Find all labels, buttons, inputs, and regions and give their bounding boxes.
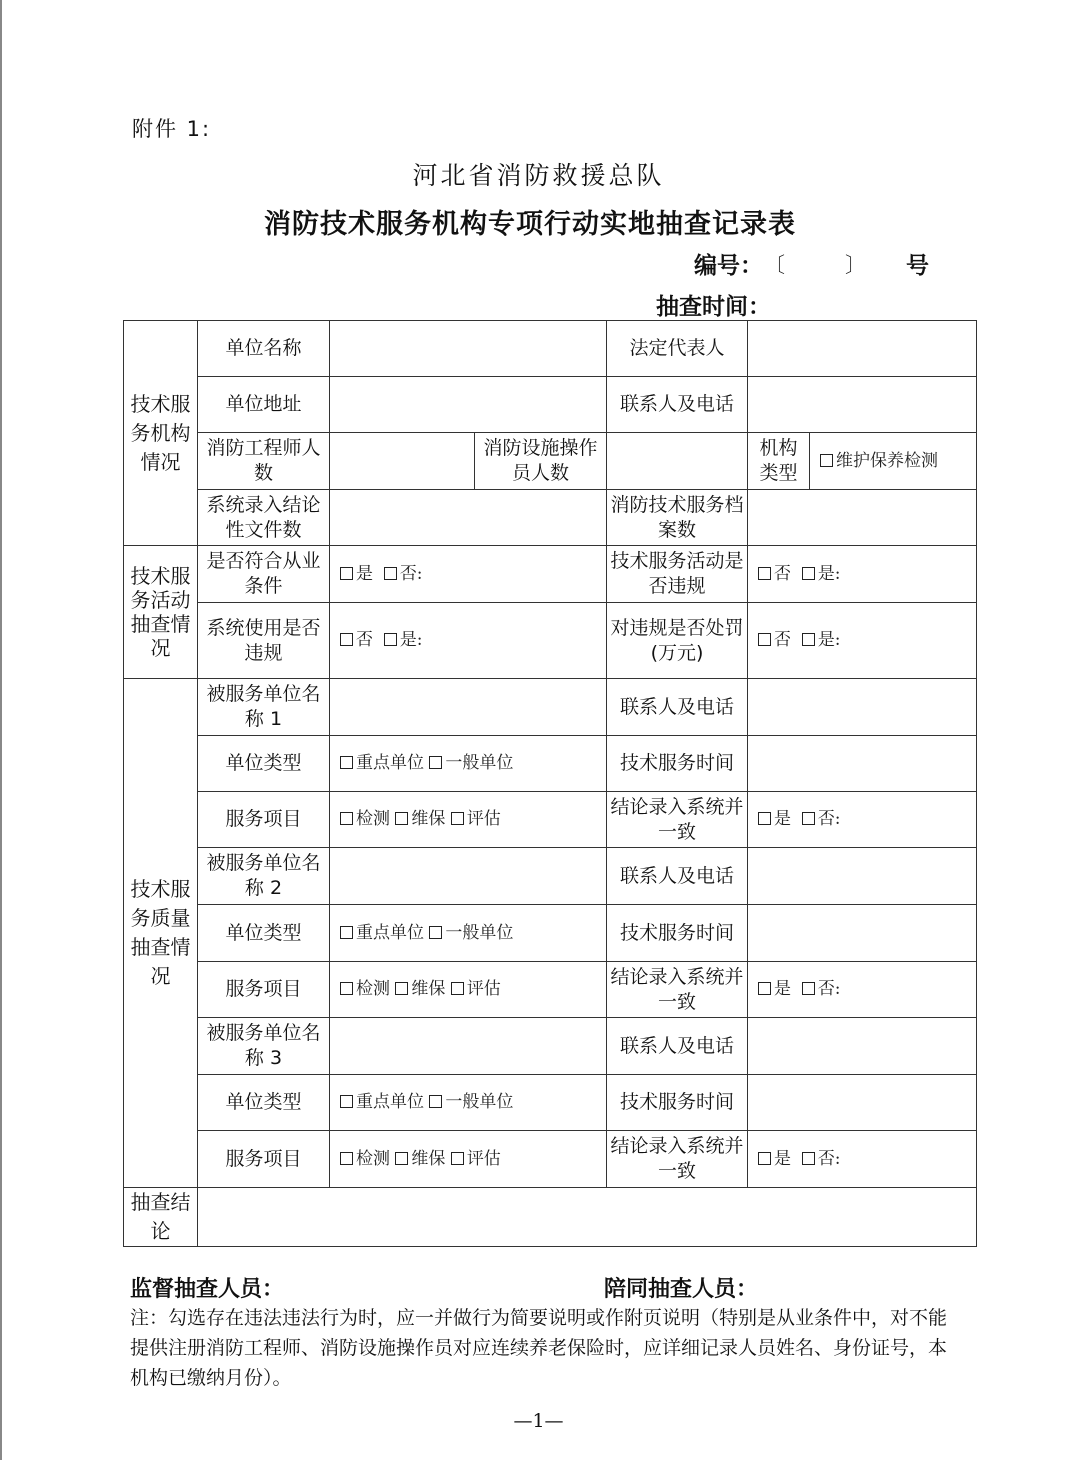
- label-unit-type-3: 单位类型: [198, 1075, 330, 1131]
- label-service-items-2: 服务项目: [198, 962, 330, 1018]
- number-label: 编号：: [694, 253, 763, 279]
- field-conclusion[interactable]: [198, 1188, 977, 1247]
- checkbox-no[interactable]: [758, 567, 771, 580]
- row-unit-type-3: [124, 1075, 977, 1131]
- option-maintain-label: 维保: [411, 1148, 446, 1169]
- option-key-unit-label: 重点单位: [356, 1092, 424, 1112]
- option-service-items-1: [330, 792, 607, 848]
- option-unit-type-1: [330, 736, 607, 792]
- field-service-time-3[interactable]: [748, 1075, 977, 1131]
- row-service-items-3: [124, 1131, 977, 1188]
- checkbox-yes[interactable]: [758, 982, 771, 995]
- checkbox-no[interactable]: [758, 633, 771, 646]
- label-penalty: 对违规是否处罚(万元): [607, 603, 748, 679]
- checkbox-yes[interactable]: [802, 633, 815, 646]
- checkbox-assess[interactable]: [451, 812, 464, 825]
- inspection-time-label: 抽查时间：: [656, 294, 771, 320]
- option-yes-label: 是:: [817, 630, 841, 650]
- option-service-items-2: [330, 962, 607, 1018]
- option-system-violation: [330, 603, 607, 679]
- row-system-violation: [124, 603, 977, 679]
- option-conclusion-consistent-2: [748, 962, 977, 1018]
- label-service-time-1: 技术服务时间: [607, 736, 748, 792]
- label-unit-type-2: 单位类型: [198, 905, 330, 962]
- checkbox-no[interactable]: [802, 982, 815, 995]
- checkbox-maintain[interactable]: [395, 812, 408, 825]
- label-service-time-3: 技术服务时间: [607, 1075, 748, 1131]
- label-conclusion-consistent-2: 结论录入系统并一致: [607, 962, 748, 1018]
- label-service-items-3: 服务项目: [198, 1131, 330, 1188]
- option-yes-label: 是:: [817, 563, 841, 584]
- checkbox-yes[interactable]: [384, 633, 397, 646]
- label-served-unit-1: 被服务单位名称 1: [198, 679, 330, 736]
- option-general-unit-label: 一般单位: [445, 753, 514, 773]
- row-unit-address: [124, 377, 977, 433]
- label-unit-name: 单位名称: [198, 321, 330, 377]
- label-engineer-count: 消防工程师人数: [198, 433, 330, 490]
- checkbox-assess[interactable]: [451, 1152, 464, 1165]
- option-service-items-3: [330, 1131, 607, 1188]
- checkbox-general-unit[interactable]: [429, 926, 442, 939]
- label-unit-address: 单位地址: [198, 377, 330, 433]
- option-yes-label: 是: [774, 979, 791, 999]
- checkbox-key-unit[interactable]: [340, 1095, 353, 1108]
- label-contact: 联系人及电话: [607, 377, 748, 433]
- companion-label: 陪同抽查人员：: [604, 1277, 759, 1302]
- field-operator-count[interactable]: [607, 433, 748, 490]
- option-yes-label: 是:: [399, 630, 423, 650]
- checkbox-detect[interactable]: [340, 812, 353, 825]
- field-archive-count[interactable]: [748, 490, 977, 546]
- page-number: —1—: [513, 1410, 564, 1432]
- field-served-unit-3[interactable]: [330, 1018, 607, 1075]
- option-maintain-label: 维保: [411, 809, 446, 829]
- label-doc-count: 系统录入结论性文件数: [198, 490, 330, 546]
- checkbox-yes[interactable]: [758, 1152, 771, 1165]
- option-yes-label: 是: [774, 809, 791, 829]
- checkbox-no[interactable]: [384, 567, 397, 580]
- row-unit-type-1: [124, 736, 977, 792]
- section-quality: 技术服务质量抽查情况: [124, 679, 198, 1188]
- option-conclusion-consistent-1: [748, 792, 977, 848]
- label-service-time-2: 技术服务时间: [607, 905, 748, 962]
- field-service-time-2[interactable]: [748, 905, 977, 962]
- checkbox-maintain[interactable]: [395, 1152, 408, 1165]
- field-contact-2[interactable]: [748, 848, 977, 905]
- field-served-unit-1[interactable]: [330, 679, 607, 736]
- label-contact-3: 联系人及电话: [607, 1018, 748, 1075]
- checkbox-yes[interactable]: [802, 567, 815, 580]
- label-unit-type-1: 单位类型: [198, 736, 330, 792]
- label-contact-1: 联系人及电话: [607, 679, 748, 736]
- option-org-type: [810, 433, 977, 490]
- option-no-label: 否:: [817, 979, 841, 999]
- option-detect-label: 检测: [356, 809, 390, 829]
- option-no-label: 否: [774, 630, 791, 650]
- option-maintain-label: 维保: [411, 979, 446, 999]
- row-unit-name: [124, 321, 977, 377]
- option-conclusion-consistent-3: [748, 1131, 977, 1188]
- organization-name: 河北省消防救援总队: [412, 161, 665, 190]
- option-detect-label: 检测: [356, 1148, 390, 1169]
- field-contact[interactable]: [748, 377, 977, 433]
- field-contact-3[interactable]: [748, 1018, 977, 1075]
- option-yes-label: 是: [356, 563, 373, 584]
- checkbox-maintenance[interactable]: [820, 454, 833, 467]
- field-served-unit-2[interactable]: [330, 848, 607, 905]
- option-unit-type-3: [330, 1075, 607, 1131]
- field-legal-rep[interactable]: [748, 321, 977, 377]
- option-assess-label: 评估: [466, 979, 501, 999]
- row-served-unit-2: [124, 848, 977, 905]
- label-served-unit-2: 被服务单位名称 2: [198, 848, 330, 905]
- label-system-violation: 系统使用是否违规: [198, 603, 330, 679]
- row-conditions: [124, 546, 977, 603]
- checkbox-maintain[interactable]: [395, 982, 408, 995]
- option-assess-label: 评估: [466, 1148, 501, 1169]
- option-assess-label: 评估: [466, 809, 501, 829]
- checkbox-key-unit[interactable]: [340, 926, 353, 939]
- footnote: 注：勾选存在违法违法行为时，应一并做行为简要说明或作附页说明（特别是从业条件中，对不能提供注册消防工程师、消防设施操作员对应连续养老保险时，应详细记录人员姓名、身份证号，本机构已缴纳月份）。: [130, 1307, 948, 1389]
- option-general-unit-label: 一般单位: [445, 922, 514, 943]
- field-doc-count[interactable]: [330, 490, 607, 546]
- option-no-label: 否:: [817, 809, 841, 829]
- option-unit-type-2: [330, 905, 607, 962]
- checkbox-assess[interactable]: [451, 982, 464, 995]
- checkbox-detect[interactable]: [340, 982, 353, 995]
- option-no-label: 否: [356, 630, 373, 650]
- option-no-label: 否: [774, 563, 791, 584]
- row-staff-count: [124, 433, 977, 490]
- option-key-unit-label: 重点单位: [356, 753, 424, 773]
- option-maintenance-label: 维护保养检测: [836, 450, 938, 471]
- option-no-label: 否:: [817, 1148, 841, 1169]
- label-contact-2: 联系人及电话: [607, 848, 748, 905]
- attachment-label: 附件 1:: [132, 117, 212, 141]
- row-served-unit-3: [124, 1018, 977, 1075]
- row-service-items-2: [124, 962, 977, 1018]
- option-yes-label: 是: [774, 1148, 791, 1169]
- row-service-items-1: [124, 792, 977, 848]
- row-served-unit-1: [124, 679, 977, 736]
- checkbox-general-unit[interactable]: [429, 756, 442, 769]
- field-service-time-1[interactable]: [748, 736, 977, 792]
- label-service-items-1: 服务项目: [198, 792, 330, 848]
- option-key-unit-label: 重点单位: [356, 922, 424, 943]
- checkbox-general-unit[interactable]: [429, 1095, 442, 1108]
- row-doc-count: [124, 490, 977, 546]
- field-unit-address[interactable]: [330, 377, 607, 433]
- row-conclusion: [124, 1188, 977, 1247]
- number-suffix: 号: [906, 253, 929, 279]
- checkbox-detect[interactable]: [340, 1152, 353, 1165]
- option-general-unit-label: 一般单位: [445, 1092, 514, 1112]
- label-conclusion-consistent-1: 结论录入系统并一致: [607, 792, 748, 848]
- number-bracket-close: 〕: [845, 253, 866, 277]
- option-detect-label: 检测: [356, 979, 390, 999]
- label-operator-count: 消防设施操作员人数: [475, 433, 607, 490]
- checkbox-key-unit[interactable]: [340, 756, 353, 769]
- label-archive-count: 消防技术服务档案数: [607, 490, 748, 546]
- inspection-record-table: [123, 320, 977, 1247]
- label-conclusion-consistent-3: 结论录入系统并一致: [607, 1131, 748, 1188]
- form-title: 消防技术服务机构专项行动实地抽查记录表: [264, 209, 796, 240]
- option-meets-conditions: [330, 546, 607, 603]
- section-conclusion: 抽查结论: [124, 1188, 198, 1247]
- checkbox-no[interactable]: [340, 633, 353, 646]
- field-contact-1[interactable]: [748, 679, 977, 736]
- field-unit-name[interactable]: [330, 321, 607, 377]
- label-legal-rep: 法定代表人: [607, 321, 748, 377]
- checkbox-yes[interactable]: [340, 567, 353, 580]
- label-served-unit-3: 被服务单位名称 3: [198, 1018, 330, 1075]
- section-activity: 技术服务活动抽查情况: [124, 546, 198, 679]
- field-engineer-count[interactable]: [330, 433, 475, 490]
- option-activity-violation: [748, 546, 977, 603]
- option-penalty: [748, 603, 977, 679]
- section-org-info: 技术服务机构情况: [124, 321, 198, 546]
- checkbox-yes[interactable]: [758, 812, 771, 825]
- checkbox-no[interactable]: [802, 1152, 815, 1165]
- inspector-label: 监督抽查人员：: [130, 1277, 285, 1302]
- option-no-label: 否:: [399, 563, 423, 584]
- label-org-type: 机构类型: [748, 433, 810, 490]
- label-meets-conditions: 是否符合从业条件: [198, 546, 330, 603]
- label-activity-violation: 技术服务活动是否违规: [607, 546, 748, 603]
- checkbox-no[interactable]: [802, 812, 815, 825]
- row-unit-type-2: [124, 905, 977, 962]
- number-bracket-open: 〔: [764, 253, 785, 277]
